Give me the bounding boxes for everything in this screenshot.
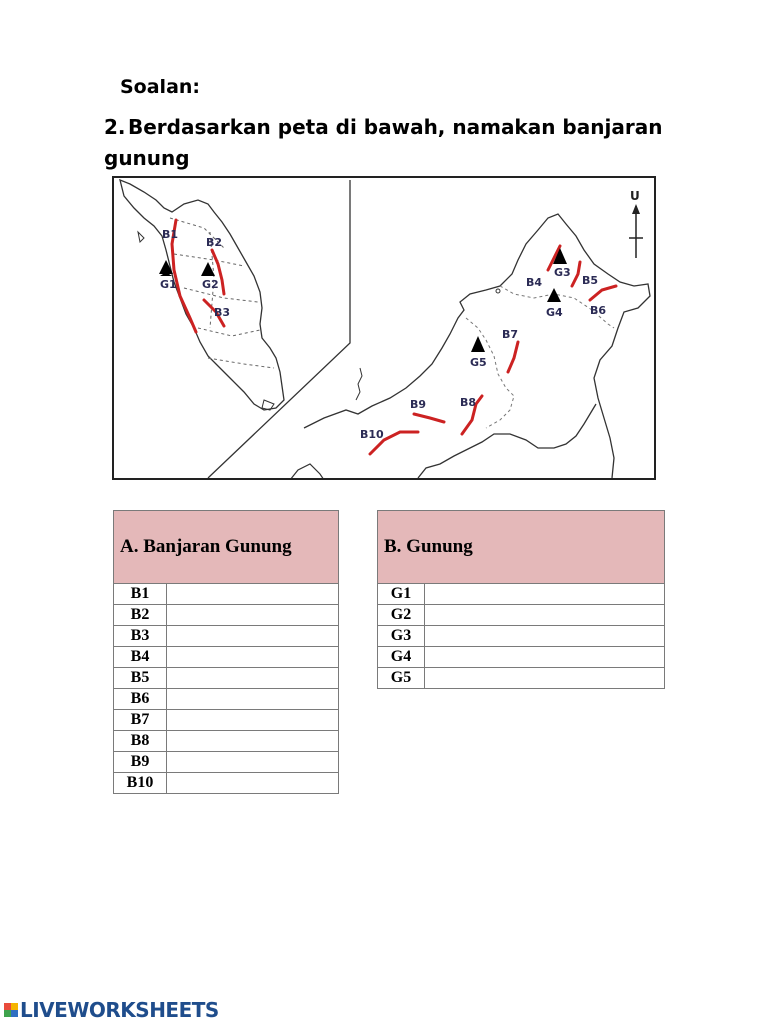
label-b2: B2 [206,236,223,249]
label-b10: B10 [360,428,384,441]
mountain-g5 [471,336,485,352]
sarawak-south-border [418,404,596,478]
range-b9 [414,414,444,422]
table-row [114,668,339,689]
label-g3: G3 [554,266,571,279]
section-heading: Soalan: [120,76,201,98]
answer-cell-b7[interactable] [167,710,339,731]
table-row [378,626,665,647]
table-row [378,668,665,689]
answer-cell-b3[interactable] [167,626,339,647]
row-code: B6 [114,689,167,710]
row-code: B3 [114,626,167,647]
range-b6 [590,286,616,300]
answer-cell-b2[interactable] [167,605,339,626]
table-row [114,710,339,731]
answer-cell-g2[interactable] [425,605,665,626]
table-row [114,731,339,752]
answer-cell-b5[interactable] [167,668,339,689]
table-row [114,752,339,773]
north-compass [629,189,643,258]
answer-cell-g4[interactable] [425,647,665,668]
table-row [114,584,339,605]
answer-cell-g3[interactable] [425,626,665,647]
row-code: G2 [378,605,425,626]
table-a-header: A. Banjaran Gunung [114,511,339,584]
table-row [378,647,665,668]
row-code: B2 [114,605,167,626]
island-dot [496,289,500,293]
map-divider-line [208,180,350,478]
row-code: B5 [114,668,167,689]
compass-label: U [630,189,640,203]
question-number: 2. [104,115,126,139]
answer-cell-b4[interactable] [167,647,339,668]
row-code: B1 [114,584,167,605]
answer-cell-b8[interactable] [167,731,339,752]
label-g5: G5 [470,356,487,369]
peninsular-outline [120,180,284,410]
answer-cell-g5[interactable] [425,668,665,689]
label-b5: B5 [582,274,599,287]
question-line-1: Berdasarkan peta di bawah, namakan banjaran gunung [104,115,663,170]
malaysia-map [112,176,656,480]
label-b4: B4 [526,276,543,289]
label-g4: G4 [546,306,563,319]
answer-cell-b1[interactable] [167,584,339,605]
row-code: B10 [114,773,167,794]
liveworksheets-brand[interactable] [4,998,219,1022]
answer-cell-b9[interactable] [167,752,339,773]
table-row [114,605,339,626]
map-drawing [114,178,654,478]
table-row [114,647,339,668]
label-g2: G2 [202,278,219,291]
label-b6: B6 [590,304,607,317]
row-code: G3 [378,626,425,647]
label-g1: G1 [160,278,177,291]
label-b9: B9 [410,398,427,411]
table-row [114,626,339,647]
label-b1: B1 [162,228,179,241]
table-row [114,689,339,710]
brand-name: LIVEWORKSHEETS [20,998,219,1022]
row-code: B9 [114,752,167,773]
table-row [378,605,665,626]
row-code: G5 [378,668,425,689]
table-banjaran-gunung [113,510,339,794]
row-code: G4 [378,647,425,668]
label-b8: B8 [460,396,477,409]
row-code: B7 [114,710,167,731]
river-detail [356,368,362,400]
island-outline [138,232,144,242]
answer-cell-b6[interactable] [167,689,339,710]
row-code: G1 [378,584,425,605]
range-b5 [572,262,580,286]
table-row [114,773,339,794]
range-b7 [508,342,518,372]
label-b3: B3 [214,306,231,319]
answer-cell-b10[interactable] [167,773,339,794]
liveworksheets-logo-icon [4,1003,18,1017]
row-code: B8 [114,731,167,752]
label-b7: B7 [502,328,519,341]
answer-cell-g1[interactable] [425,584,665,605]
table-row [378,584,665,605]
coast-detail [290,464,324,478]
row-code: B4 [114,647,167,668]
table-gunung [377,510,665,689]
table-b-header: B. Gunung [378,511,665,584]
